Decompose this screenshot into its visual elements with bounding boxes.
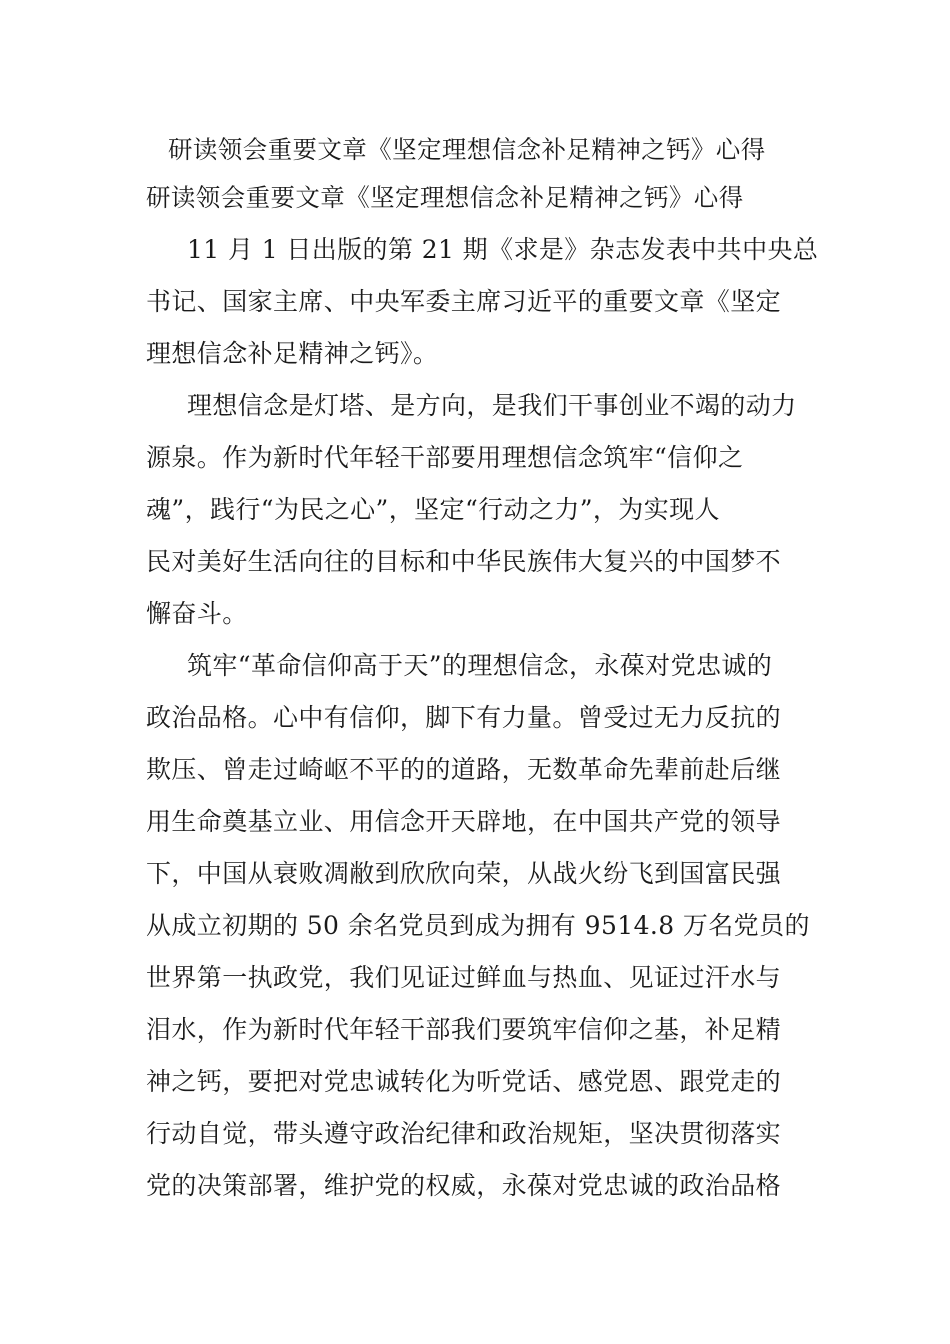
paragraph-2-line-1: 理想信念是灯塔、是方向，是我们干事创业不竭的动力: [187, 391, 797, 420]
paragraph-1-line-1: 11 月 1 日出版的第 21 期《求是》杂志发表中共中央总: [187, 235, 819, 264]
paragraph-3-line-8: 泪水，作为新时代年轻干部我们要筑牢信仰之基，补足精: [146, 1015, 782, 1044]
paragraph-3-line-3: 欺压、曾走过崎岖不平的的道路，无数革命先辈前赴后继: [146, 755, 782, 784]
paragraph-3-line-1: 筑牢“革命信仰高于天”的理想信念，永葆对党忠诚的: [187, 651, 773, 680]
paragraph-1-line-3: 理想信念补足精神之钙》。: [146, 339, 439, 368]
paragraph-3-line-5: 下，中国从衰败凋敝到欣欣向荣，从战火纷飞到国富民强: [146, 859, 782, 888]
paragraph-3-line-6: 从成立初期的 50 余名党员到成为拥有 9514.8 万名党员的: [146, 911, 810, 940]
paragraph-2-line-2: 源泉。作为新时代年轻干部要用理想信念筑牢“信仰之: [146, 443, 744, 472]
paragraph-3-line-9: 神之钙，要把对党忠诚转化为听党话、感党恩、跟党走的: [146, 1067, 782, 1096]
paragraph-3-line-11: 党的决策部署，维护党的权威，永葆对党忠诚的政治品格: [146, 1171, 782, 1200]
document-subtitle: 研读领会重要文章《坚定理想信念补足精神之钙》心得: [146, 183, 744, 212]
paragraph-3-line-4: 用生命奠基立业、用信念开天辟地，在中国共产党的领导: [146, 807, 782, 836]
paragraph-3-line-2: 政治品格。心中有信仰，脚下有力量。曾受过无力反抗的: [146, 703, 782, 732]
document-title: 研读领会重要文章《坚定理想信念补足精神之钙》心得: [168, 135, 766, 164]
paragraph-1-line-2: 书记、国家主席、中央军委主席习近平的重要文章《坚定: [146, 287, 782, 316]
paragraph-3-line-10: 行动自觉，带头遵守政治纪律和政治规矩，坚决贯彻落实: [146, 1119, 782, 1148]
paragraph-3-line-7: 世界第一执政党，我们见证过鲜血与热血、见证过汗水与: [146, 963, 782, 992]
paragraph-2-line-5: 懈奋斗。: [146, 599, 248, 628]
paragraph-2-line-4: 民对美好生活向往的目标和中华民族伟大复兴的中国梦不: [146, 547, 782, 576]
paragraph-2-line-3: 魂”，践行“为民之心”，坚定“行动之力”，为实现人: [146, 495, 720, 524]
